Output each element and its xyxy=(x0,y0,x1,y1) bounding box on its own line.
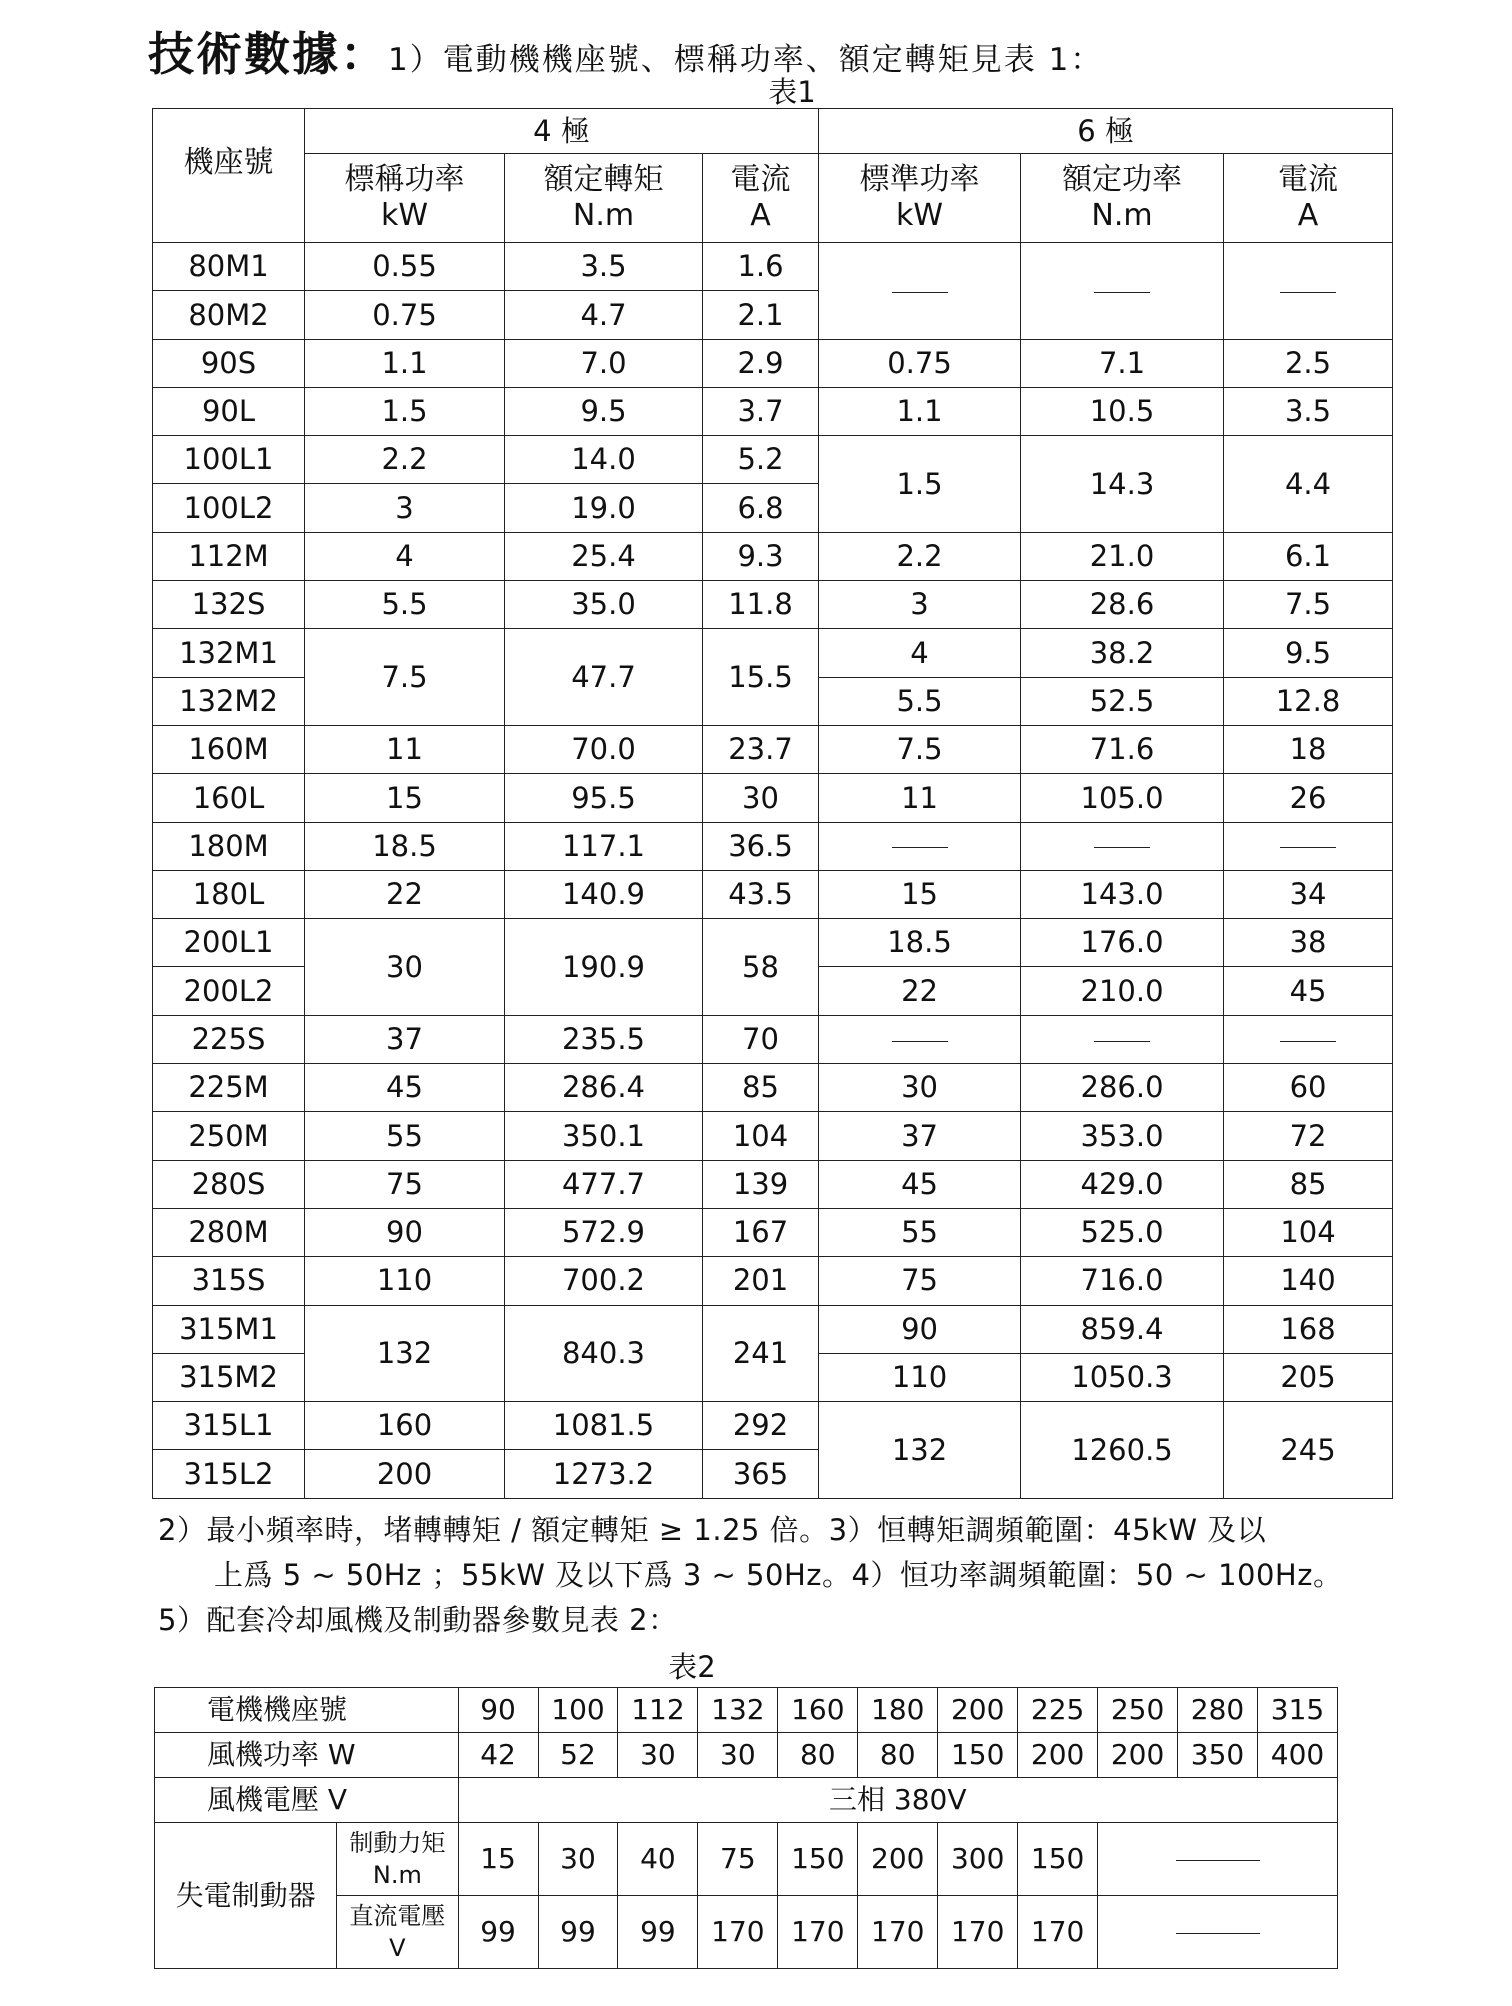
brake-torque-value: 15 xyxy=(458,1823,538,1896)
cell-6pole-power: 3 xyxy=(819,581,1021,629)
frame-number-cell: 180L xyxy=(153,870,305,918)
cell-4pole-current: 30 xyxy=(703,774,819,822)
cell-4pole-power: 15 xyxy=(305,774,505,822)
cell-4pole-torque: 70.0 xyxy=(505,725,703,773)
frame-number-cell: 100L1 xyxy=(153,436,305,484)
brake-torque-value: 200 xyxy=(858,1823,938,1896)
cell-4pole-torque: 572.9 xyxy=(505,1208,703,1256)
cell-6pole-current: 72 xyxy=(1224,1112,1393,1160)
table-row xyxy=(153,339,1393,387)
cell-4pole-power: 132 xyxy=(305,1305,505,1402)
cell-6pole-power: 11 xyxy=(819,774,1021,822)
frame-number-cell: 250M xyxy=(153,1112,305,1160)
cell-4pole-torque: 117.1 xyxy=(505,822,703,870)
frame-value: 100 xyxy=(538,1688,618,1733)
col-header-4pole-current: 電流 A xyxy=(703,154,819,243)
brake-dc-voltage-value: 170 xyxy=(698,1896,778,1969)
brake-dc-voltage-label: 直流電壓 V xyxy=(337,1896,458,1969)
cell-6pole-torque: 7.1 xyxy=(1021,339,1224,387)
cell-6pole-torque: 176.0 xyxy=(1021,919,1224,967)
dash-placeholder xyxy=(1176,1933,1260,1934)
cell-4pole-torque: 35.0 xyxy=(505,581,703,629)
cell-4pole-power: 90 xyxy=(305,1208,505,1256)
note-line-3: 5）配套冷却風機及制動器參數見表 2： xyxy=(158,1603,678,1637)
group-header-4pole: 4 極 xyxy=(305,109,819,154)
heading-intro: 1）電動機機座號、標稱功率、額定轉矩見表 1： xyxy=(388,42,1104,78)
fan-power-value: 400 xyxy=(1257,1733,1337,1778)
frame-value: 250 xyxy=(1098,1688,1178,1733)
cell-6pole-power: 90 xyxy=(819,1305,1021,1353)
cell-4pole-torque: 350.1 xyxy=(505,1112,703,1160)
cell-6pole-torque: 859.4 xyxy=(1021,1305,1224,1353)
cell-6pole-power: 15 xyxy=(819,870,1021,918)
cell-6pole-power: 110 xyxy=(819,1353,1021,1401)
col-header-4pole-power: 標稱功率 kW xyxy=(305,154,505,243)
frame-number-cell: 100L2 xyxy=(153,484,305,532)
cell-4pole-torque: 9.5 xyxy=(505,387,703,435)
frame-number-cell: 132M1 xyxy=(153,629,305,677)
table-row xyxy=(153,822,1393,870)
cell-4pole-power: 0.75 xyxy=(305,291,505,339)
cell-4pole-current: 241 xyxy=(703,1305,819,1402)
cell-4pole-torque: 3.5 xyxy=(505,243,703,291)
no-value xyxy=(1098,1896,1338,1969)
cell-6pole-power: 75 xyxy=(819,1257,1021,1305)
cell-4pole-torque: 14.0 xyxy=(505,436,703,484)
frame-number-cell: 160L xyxy=(153,774,305,822)
cell-6pole-current: 4.4 xyxy=(1224,436,1393,533)
cell-6pole-torque: 28.6 xyxy=(1021,581,1224,629)
cell-6pole-torque: 10.5 xyxy=(1021,387,1224,435)
cell-6pole-torque: 38.2 xyxy=(1021,629,1224,677)
fan-voltage-value: 三相 380V xyxy=(458,1778,1337,1823)
frame-number-cell: 112M xyxy=(153,532,305,580)
cell-6pole-torque: 1050.3 xyxy=(1021,1353,1224,1401)
fan-power-value: 80 xyxy=(778,1733,858,1778)
dash-placeholder xyxy=(892,1041,948,1042)
table-row xyxy=(153,1257,1393,1305)
brake-torque-value: 75 xyxy=(698,1823,778,1896)
cell-4pole-current: 139 xyxy=(703,1160,819,1208)
table1-caption: 表1 xyxy=(768,75,816,109)
cell-6pole-torque: 286.0 xyxy=(1021,1064,1224,1112)
table-row xyxy=(153,629,1393,677)
cell-4pole-power: 75 xyxy=(305,1160,505,1208)
cell-4pole-power: 18.5 xyxy=(305,822,505,870)
cell-6pole-power xyxy=(819,1015,1021,1063)
cell-6pole-power xyxy=(819,243,1021,340)
cell-6pole-power: 1.5 xyxy=(819,436,1021,533)
table-row xyxy=(155,1688,1338,1733)
col-header-4pole-torque: 額定轉矩 N.m xyxy=(505,154,703,243)
cell-4pole-current: 5.2 xyxy=(703,436,819,484)
fan-brake-table xyxy=(154,1687,1338,1969)
cell-6pole-current: 85 xyxy=(1224,1160,1393,1208)
dash-placeholder xyxy=(892,847,948,848)
cell-4pole-current: 365 xyxy=(703,1450,819,1498)
cell-6pole-current: 3.5 xyxy=(1224,387,1393,435)
table-row xyxy=(153,1305,1393,1353)
cell-6pole-power: 1.1 xyxy=(819,387,1021,435)
fan-power-value: 30 xyxy=(618,1733,698,1778)
cell-6pole-current: 2.5 xyxy=(1224,339,1393,387)
brake-torque-value: 150 xyxy=(1018,1823,1098,1896)
cell-6pole-torque: 143.0 xyxy=(1021,870,1224,918)
cell-4pole-current: 70 xyxy=(703,1015,819,1063)
fan-power-value: 52 xyxy=(538,1733,618,1778)
no-value xyxy=(1098,1823,1338,1896)
cell-6pole-power: 55 xyxy=(819,1208,1021,1256)
cell-6pole-power: 22 xyxy=(819,967,1021,1015)
cell-4pole-current: 2.9 xyxy=(703,339,819,387)
brake-torque-value: 40 xyxy=(618,1823,698,1896)
cell-4pole-torque: 140.9 xyxy=(505,870,703,918)
cell-6pole-torque: 52.5 xyxy=(1021,677,1224,725)
group-header-6pole: 6 極 xyxy=(819,109,1393,154)
cell-6pole-current: 245 xyxy=(1224,1402,1393,1499)
heading-title: 技術數據： xyxy=(148,27,388,81)
cell-6pole-power: 30 xyxy=(819,1064,1021,1112)
cell-4pole-current: 85 xyxy=(703,1064,819,1112)
table-row xyxy=(153,774,1393,822)
cell-6pole-torque xyxy=(1021,822,1224,870)
cell-6pole-power: 37 xyxy=(819,1112,1021,1160)
frame-number-cell: 200L2 xyxy=(153,967,305,1015)
cell-6pole-power: 18.5 xyxy=(819,919,1021,967)
frame-number-header: 機座號 xyxy=(153,109,305,243)
cell-6pole-power: 7.5 xyxy=(819,725,1021,773)
cell-6pole-power: 132 xyxy=(819,1402,1021,1499)
dash-placeholder xyxy=(1280,1041,1336,1042)
cell-4pole-power: 2.2 xyxy=(305,436,505,484)
cell-4pole-power: 3 xyxy=(305,484,505,532)
cell-6pole-power: 2.2 xyxy=(819,532,1021,580)
cell-6pole-torque xyxy=(1021,1015,1224,1063)
frame-number-cell: 200L1 xyxy=(153,919,305,967)
frame-number-cell: 315S xyxy=(153,1257,305,1305)
cell-4pole-torque: 235.5 xyxy=(505,1015,703,1063)
frame-value: 280 xyxy=(1178,1688,1258,1733)
cell-4pole-power: 1.1 xyxy=(305,339,505,387)
cell-4pole-torque: 47.7 xyxy=(505,629,703,726)
fan-power-value: 42 xyxy=(458,1733,538,1778)
frame-value: 132 xyxy=(698,1688,778,1733)
frame-number-cell: 90S xyxy=(153,339,305,387)
fan-power-label: 風機功率 W xyxy=(155,1733,459,1778)
cell-6pole-current xyxy=(1224,243,1393,340)
page-heading xyxy=(148,18,1103,84)
cell-4pole-torque: 1273.2 xyxy=(505,1450,703,1498)
brake-dc-voltage-value: 170 xyxy=(778,1896,858,1969)
frame-value: 112 xyxy=(618,1688,698,1733)
table-row xyxy=(153,1064,1393,1112)
cell-4pole-power: 1.5 xyxy=(305,387,505,435)
cell-6pole-current: 104 xyxy=(1224,1208,1393,1256)
table-row xyxy=(153,1112,1393,1160)
frame-number-cell: 280S xyxy=(153,1160,305,1208)
table-row xyxy=(153,243,1393,291)
frame-label: 電機機座號 xyxy=(155,1688,459,1733)
cell-4pole-power: 5.5 xyxy=(305,581,505,629)
cell-4pole-torque: 840.3 xyxy=(505,1305,703,1402)
table-row xyxy=(153,1402,1393,1450)
frame-number-cell: 132S xyxy=(153,581,305,629)
fan-power-value: 150 xyxy=(938,1733,1018,1778)
cell-4pole-power: 160 xyxy=(305,1402,505,1450)
cell-6pole-power: 4 xyxy=(819,629,1021,677)
cell-4pole-torque: 190.9 xyxy=(505,919,703,1016)
cell-4pole-power: 55 xyxy=(305,1112,505,1160)
cell-4pole-power: 45 xyxy=(305,1064,505,1112)
frame-value: 90 xyxy=(458,1688,538,1733)
dash-placeholder xyxy=(1280,847,1336,848)
brake-dc-voltage-value: 170 xyxy=(858,1896,938,1969)
cell-6pole-current: 140 xyxy=(1224,1257,1393,1305)
cell-4pole-torque: 477.7 xyxy=(505,1160,703,1208)
table-row xyxy=(153,870,1393,918)
brake-dc-voltage-value: 99 xyxy=(458,1896,538,1969)
frame-value: 180 xyxy=(858,1688,938,1733)
cell-4pole-power: 30 xyxy=(305,919,505,1016)
table-row xyxy=(153,1208,1393,1256)
brake-dc-voltage-value: 99 xyxy=(618,1896,698,1969)
note-line-1: 2）最小頻率時，堵轉轉矩 / 額定轉矩 ≥ 1.25 倍。3）恒轉矩調頻範圍：45kW 及以 xyxy=(158,1513,1267,1547)
frame-number-cell: 80M2 xyxy=(153,291,305,339)
cell-6pole-current: 26 xyxy=(1224,774,1393,822)
notes xyxy=(158,1508,1342,1643)
cell-4pole-torque: 7.0 xyxy=(505,339,703,387)
cell-6pole-current: 60 xyxy=(1224,1064,1393,1112)
fan-power-value: 80 xyxy=(858,1733,938,1778)
dash-placeholder xyxy=(1176,1860,1260,1861)
table-row xyxy=(155,1823,1338,1896)
frame-number-cell: 280M xyxy=(153,1208,305,1256)
cell-6pole-power: 5.5 xyxy=(819,677,1021,725)
cell-6pole-torque: 105.0 xyxy=(1021,774,1224,822)
frame-number-cell: 315L1 xyxy=(153,1402,305,1450)
cell-6pole-torque: 71.6 xyxy=(1021,725,1224,773)
cell-6pole-torque: 429.0 xyxy=(1021,1160,1224,1208)
cell-6pole-current: 168 xyxy=(1224,1305,1393,1353)
cell-4pole-power: 0.55 xyxy=(305,243,505,291)
cell-4pole-current: 167 xyxy=(703,1208,819,1256)
cell-4pole-current: 11.8 xyxy=(703,581,819,629)
table-row xyxy=(153,532,1393,580)
cell-4pole-current: 43.5 xyxy=(703,870,819,918)
cell-6pole-torque: 353.0 xyxy=(1021,1112,1224,1160)
cell-6pole-torque: 525.0 xyxy=(1021,1208,1224,1256)
frame-number-cell: 90L xyxy=(153,387,305,435)
cell-6pole-current: 45 xyxy=(1224,967,1393,1015)
frame-value: 315 xyxy=(1257,1688,1337,1733)
cell-4pole-torque: 700.2 xyxy=(505,1257,703,1305)
cell-4pole-current: 23.7 xyxy=(703,725,819,773)
cell-4pole-current: 6.8 xyxy=(703,484,819,532)
cell-4pole-current: 201 xyxy=(703,1257,819,1305)
table2-caption: 表2 xyxy=(668,1650,716,1684)
table-row xyxy=(155,1778,1338,1823)
cell-6pole-power: 0.75 xyxy=(819,339,1021,387)
fan-power-value: 200 xyxy=(1018,1733,1098,1778)
brake-dc-voltage-value: 170 xyxy=(938,1896,1018,1969)
cell-4pole-power: 110 xyxy=(305,1257,505,1305)
fan-power-value: 30 xyxy=(698,1733,778,1778)
fan-voltage-label: 風機電壓 V xyxy=(155,1778,459,1823)
cell-4pole-current: 58 xyxy=(703,919,819,1016)
brake-torque-value: 150 xyxy=(778,1823,858,1896)
cell-6pole-power: 45 xyxy=(819,1160,1021,1208)
cell-6pole-current: 34 xyxy=(1224,870,1393,918)
brake-dc-voltage-value: 170 xyxy=(1018,1896,1098,1969)
brake-dc-voltage-value: 99 xyxy=(538,1896,618,1969)
cell-6pole-current: 12.8 xyxy=(1224,677,1393,725)
dash-placeholder xyxy=(1094,847,1150,848)
table-row xyxy=(153,387,1393,435)
col-header-6pole-torque: 額定功率 N.m xyxy=(1021,154,1224,243)
table-row xyxy=(155,1733,1338,1778)
dash-placeholder xyxy=(892,292,948,293)
frame-number-cell: 225M xyxy=(153,1064,305,1112)
cell-4pole-current: 1.6 xyxy=(703,243,819,291)
brake-label: 失電制動器 xyxy=(155,1823,337,1969)
brake-torque-label: 制動力矩 N.m xyxy=(337,1823,458,1896)
cell-6pole-torque: 210.0 xyxy=(1021,967,1224,1015)
cell-6pole-current xyxy=(1224,1015,1393,1063)
cell-4pole-power: 22 xyxy=(305,870,505,918)
cell-6pole-torque xyxy=(1021,243,1224,340)
cell-4pole-current: 9.3 xyxy=(703,532,819,580)
cell-4pole-current: 292 xyxy=(703,1402,819,1450)
cell-6pole-torque: 14.3 xyxy=(1021,436,1224,533)
cell-4pole-power: 200 xyxy=(305,1450,505,1498)
brake-torque-value: 300 xyxy=(938,1823,1018,1896)
dash-placeholder xyxy=(1094,292,1150,293)
cell-4pole-power: 4 xyxy=(305,532,505,580)
cell-4pole-current: 104 xyxy=(703,1112,819,1160)
motor-spec-table xyxy=(152,108,1393,1499)
cell-6pole-torque: 21.0 xyxy=(1021,532,1224,580)
cell-6pole-current: 205 xyxy=(1224,1353,1393,1401)
cell-4pole-power: 7.5 xyxy=(305,629,505,726)
cell-4pole-torque: 95.5 xyxy=(505,774,703,822)
col-header-6pole-power: 標準功率 kW xyxy=(819,154,1021,243)
cell-6pole-power xyxy=(819,822,1021,870)
cell-4pole-torque: 19.0 xyxy=(505,484,703,532)
col-header-6pole-current: 電流 A xyxy=(1224,154,1393,243)
cell-4pole-torque: 25.4 xyxy=(505,532,703,580)
frame-number-cell: 315L2 xyxy=(153,1450,305,1498)
dash-placeholder xyxy=(1280,292,1336,293)
cell-6pole-torque: 716.0 xyxy=(1021,1257,1224,1305)
table-row xyxy=(153,1015,1393,1063)
frame-number-cell: 132M2 xyxy=(153,677,305,725)
cell-6pole-current: 18 xyxy=(1224,725,1393,773)
fan-power-value: 200 xyxy=(1098,1733,1178,1778)
frame-number-cell: 315M2 xyxy=(153,1353,305,1401)
cell-6pole-current: 6.1 xyxy=(1224,532,1393,580)
cell-4pole-power: 37 xyxy=(305,1015,505,1063)
cell-4pole-current: 15.5 xyxy=(703,629,819,726)
cell-4pole-current: 36.5 xyxy=(703,822,819,870)
cell-4pole-torque: 1081.5 xyxy=(505,1402,703,1450)
cell-4pole-torque: 286.4 xyxy=(505,1064,703,1112)
frame-number-cell: 180M xyxy=(153,822,305,870)
frame-value: 200 xyxy=(938,1688,1018,1733)
table-row xyxy=(153,581,1393,629)
cell-4pole-current: 2.1 xyxy=(703,291,819,339)
cell-6pole-current: 38 xyxy=(1224,919,1393,967)
cell-4pole-torque: 4.7 xyxy=(505,291,703,339)
frame-number-cell: 315M1 xyxy=(153,1305,305,1353)
frame-number-cell: 80M1 xyxy=(153,243,305,291)
cell-4pole-power: 11 xyxy=(305,725,505,773)
frame-number-cell: 160M xyxy=(153,725,305,773)
cell-6pole-current xyxy=(1224,822,1393,870)
frame-number-cell: 225S xyxy=(153,1015,305,1063)
table-row xyxy=(153,1160,1393,1208)
fan-power-value: 350 xyxy=(1178,1733,1258,1778)
brake-torque-value: 30 xyxy=(538,1823,618,1896)
cell-6pole-current: 7.5 xyxy=(1224,581,1393,629)
dash-placeholder xyxy=(1094,1041,1150,1042)
table-row xyxy=(153,919,1393,967)
cell-4pole-current: 3.7 xyxy=(703,387,819,435)
cell-6pole-current: 9.5 xyxy=(1224,629,1393,677)
cell-6pole-torque: 1260.5 xyxy=(1021,1402,1224,1499)
frame-value: 225 xyxy=(1018,1688,1098,1733)
table-row xyxy=(153,436,1393,484)
frame-value: 160 xyxy=(778,1688,858,1733)
note-line-2: 上爲 5 ~ 50Hz ；55kW 及以下爲 3 ~ 50Hz。4）恒功率調頻範圍：50 ~ 100Hz。 xyxy=(214,1558,1343,1592)
table-row xyxy=(153,725,1393,773)
